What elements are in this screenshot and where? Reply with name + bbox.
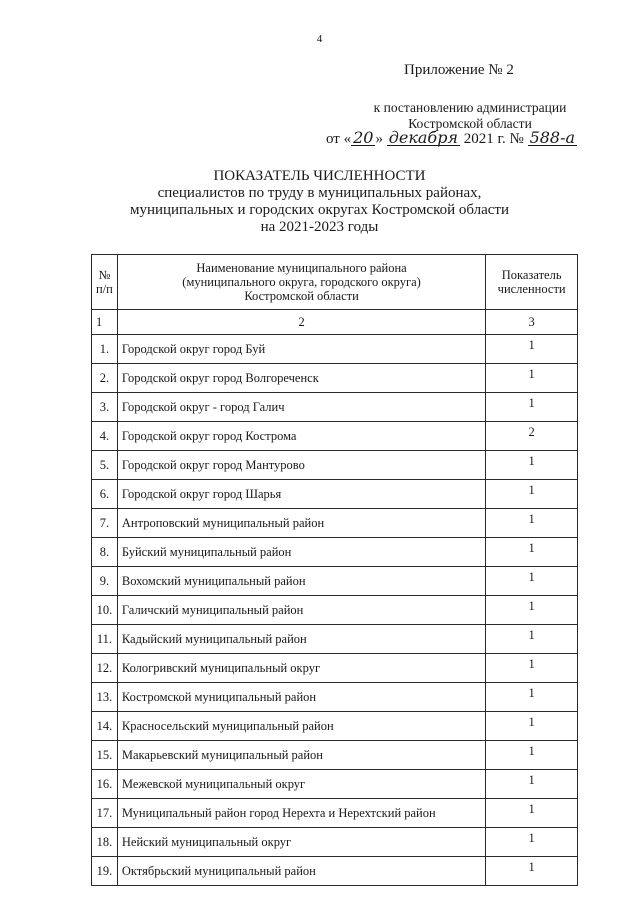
- table-row: [92, 422, 578, 451]
- row-municipality-name: Кологривский муниципальный округ: [117, 654, 485, 683]
- row-number: 7.: [92, 509, 118, 538]
- row-municipality-name: Нейский муниципальный округ: [117, 828, 485, 857]
- column-numbers-row: [92, 310, 578, 335]
- title-line-2: специалистов по труду в муниципальных районах,: [157, 185, 482, 201]
- row-municipality-name: Муниципальный район город Нерехта и Нерехтский район: [117, 799, 485, 828]
- row-municipality-name: Кадыйский муниципальный район: [117, 625, 485, 654]
- row-municipality-name: Костромской муниципальный район: [117, 683, 485, 712]
- row-number: 2.: [92, 364, 118, 393]
- row-municipality-name: Галичский муниципальный район: [117, 596, 485, 625]
- header-name-line-2: (муниципального округа, городского округа): [182, 275, 421, 289]
- row-municipality-name: Городской округ город Буй: [117, 335, 485, 364]
- header-number-line-2: п/п: [96, 282, 113, 296]
- title-line-3: муниципальных и городских округах Костромской области: [129, 202, 510, 218]
- table-row: [92, 857, 578, 886]
- table-row: [92, 654, 578, 683]
- table-row: [92, 567, 578, 596]
- title-line-1: ПОКАЗАТЕЛЬ ЧИСЛЕННОСТИ: [213, 168, 426, 184]
- table-row: [92, 480, 578, 509]
- column-number: 2: [117, 310, 485, 335]
- row-number: 6.: [92, 480, 118, 509]
- row-number: 8.: [92, 538, 118, 567]
- row-municipality-name: Городской округ город Шарья: [117, 480, 485, 509]
- resolution-date-line: [326, 128, 577, 148]
- row-number: 16.: [92, 770, 118, 799]
- row-staff-count: 1: [486, 799, 578, 828]
- row-municipality-name: Городской округ город Волгореченск: [117, 364, 485, 393]
- row-staff-count: 2: [486, 422, 578, 451]
- staffing-table: [91, 254, 578, 886]
- table-row: [92, 770, 578, 799]
- table-row: [92, 596, 578, 625]
- row-municipality-name: Красносельский муниципальный район: [117, 712, 485, 741]
- table-row: [92, 451, 578, 480]
- row-municipality-name: Городской округ город Кострома: [117, 422, 485, 451]
- row-number: 13.: [92, 683, 118, 712]
- table-row: [92, 828, 578, 857]
- column-number: 3: [486, 310, 578, 335]
- row-number: 9.: [92, 567, 118, 596]
- date-mid: »: [375, 131, 387, 147]
- row-staff-count: 1: [486, 654, 578, 683]
- row-staff-count: 1: [486, 828, 578, 857]
- row-staff-count: 1: [486, 625, 578, 654]
- header-name: [117, 255, 485, 310]
- row-staff-count: 1: [486, 451, 578, 480]
- resolution-line-2: Костромской области: [408, 116, 532, 131]
- row-staff-count: 1: [486, 480, 578, 509]
- row-number: 4.: [92, 422, 118, 451]
- row-number: 18.: [92, 828, 118, 857]
- row-staff-count: 1: [486, 770, 578, 799]
- row-number: 12.: [92, 654, 118, 683]
- header-number-line-1: №: [98, 268, 111, 282]
- row-staff-count: 1: [486, 683, 578, 712]
- row-municipality-name: Вохомский муниципальный район: [117, 567, 485, 596]
- header-value-line-2: численности: [497, 282, 566, 296]
- row-number: 15.: [92, 741, 118, 770]
- table-row: [92, 625, 578, 654]
- page-number: 4: [316, 33, 323, 45]
- row-number: 3.: [92, 393, 118, 422]
- row-municipality-name: Антроповский муниципальный район: [117, 509, 485, 538]
- row-staff-count: 1: [486, 596, 578, 625]
- date-prefix: от «: [326, 131, 352, 147]
- row-number: 11.: [92, 625, 118, 654]
- table-row: [92, 509, 578, 538]
- row-municipality-name: Городской округ - город Галич: [117, 393, 485, 422]
- row-number: 10.: [92, 596, 118, 625]
- row-number: 19.: [92, 857, 118, 886]
- row-staff-count: 1: [486, 741, 578, 770]
- row-staff-count: 1: [486, 567, 578, 596]
- resolution-line-1: к постановлению администрации: [373, 100, 567, 115]
- header-name-line-1: Наименование муниципального района: [196, 261, 407, 275]
- column-number: 1: [92, 310, 118, 335]
- row-number: 5.: [92, 451, 118, 480]
- table-row: [92, 741, 578, 770]
- row-staff-count: 1: [486, 364, 578, 393]
- header-number: [92, 255, 118, 310]
- date-year: 2021 г. №: [460, 131, 528, 147]
- document-title: [0, 168, 639, 236]
- header-value: [486, 255, 578, 310]
- row-staff-count: 1: [486, 509, 578, 538]
- row-staff-count: 1: [486, 538, 578, 567]
- appendix-label: Приложение № 2: [404, 62, 514, 78]
- table-row: [92, 538, 578, 567]
- header-value-line-1: Показатель: [501, 268, 562, 282]
- header-name-line-3: Костромской области: [244, 289, 359, 303]
- row-staff-count: 1: [486, 712, 578, 741]
- handwritten-day: 20: [353, 128, 374, 147]
- row-municipality-name: Буйский муниципальный район: [117, 538, 485, 567]
- row-municipality-name: Макарьевский муниципальный район: [117, 741, 485, 770]
- table-row: [92, 364, 578, 393]
- row-number: 14.: [92, 712, 118, 741]
- handwritten-month: декабря: [388, 128, 459, 147]
- row-staff-count: 1: [486, 857, 578, 886]
- row-municipality-name: Городской округ город Мантурово: [117, 451, 485, 480]
- row-staff-count: 1: [486, 393, 578, 422]
- row-number: 17.: [92, 799, 118, 828]
- row-number: 1.: [92, 335, 118, 364]
- table-row: [92, 393, 578, 422]
- table-row: [92, 683, 578, 712]
- table-row: [92, 799, 578, 828]
- table-row: [92, 712, 578, 741]
- row-municipality-name: Межевской муниципальный округ: [117, 770, 485, 799]
- title-line-4: на 2021-2023 годы: [260, 219, 379, 235]
- row-staff-count: 1: [486, 335, 578, 364]
- handwritten-number: 588-а: [529, 128, 576, 147]
- row-municipality-name: Октябрьский муниципальный район: [117, 857, 485, 886]
- table-row: [92, 335, 578, 364]
